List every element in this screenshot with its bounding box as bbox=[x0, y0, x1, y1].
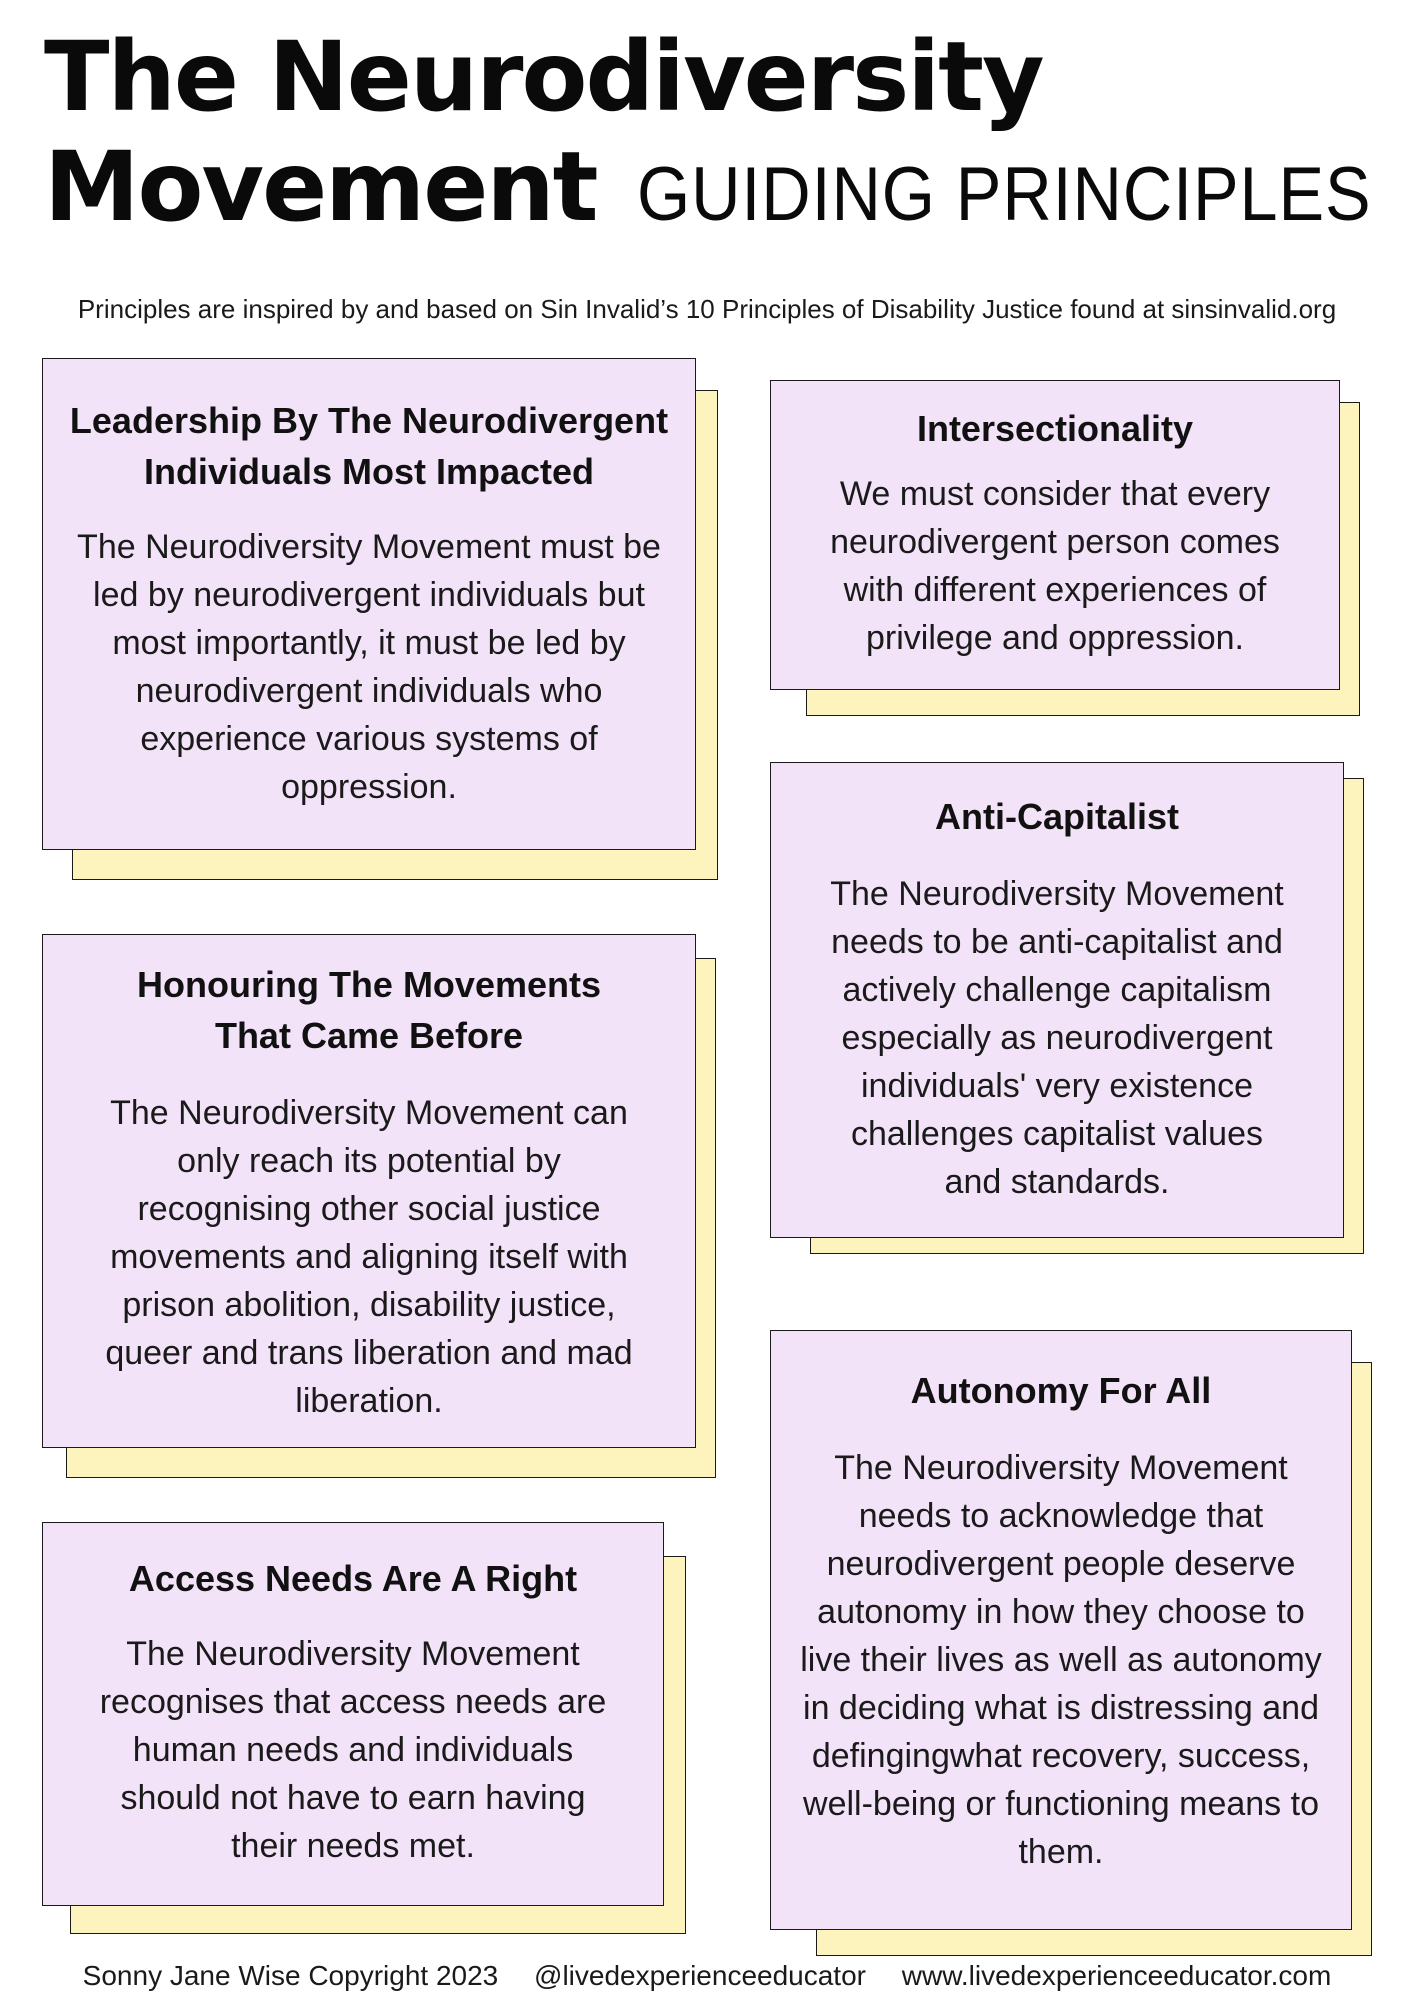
principle-title: Anti-Capitalist bbox=[934, 796, 1179, 837]
principle-body: The Neurodiversity Movement recognises that access needs are human needs and individuals should not have to earn having their needs met. bbox=[99, 1635, 607, 1865]
principle-body: We must consider that every neurodivergent person comes with different experiences of privilege and oppression. bbox=[830, 475, 1280, 657]
principle-title: Autonomy For All bbox=[910, 1370, 1212, 1411]
footer-copyright: Sonny Jane Wise Copyright 2023 bbox=[82, 1960, 499, 1991]
principle-title: Intersectionality bbox=[916, 408, 1194, 449]
title-line-1: The Neurodiversity bbox=[44, 21, 1043, 133]
page-title bbox=[44, 22, 1414, 250]
footer-website-link[interactable]: www.livedexperienceeducator.com bbox=[901, 1960, 1332, 1991]
principle-title: Honouring The Movements That Came Before bbox=[136, 964, 601, 1056]
title-line-2: Movement bbox=[44, 131, 597, 243]
source-note: Principles are inspired by and based on Sin Invalid’s 10 Principles of Disability Justice found at sinsinvalid.org bbox=[77, 294, 1337, 324]
card-panel bbox=[770, 380, 1340, 690]
card-panel bbox=[42, 358, 696, 850]
card-panel bbox=[42, 1522, 664, 1906]
card-panel bbox=[770, 1330, 1352, 1930]
title-line-2-row bbox=[44, 132, 1414, 250]
principle-title: Leadership By The Neurodivergent Individuals Most Impacted bbox=[69, 400, 669, 492]
card-panel bbox=[770, 762, 1344, 1238]
principle-body: The Neurodiversity Movement can only reach its potential by recognising other social justice movements and aligning itself with prison abolition, disability justice, queer and trans liberation and mad liberation. bbox=[105, 1094, 633, 1420]
principle-body: The Neurodiversity Movement needs to be anti-capitalist and actively challenge capitalism especially as neurodivergent individuals' very existence challenges capitalist values and standards. bbox=[830, 875, 1284, 1201]
page-subtitle: GUIDING PRINCIPLES bbox=[636, 152, 1372, 237]
footer-social-handle[interactable]: @livedexperienceeducator bbox=[534, 1960, 866, 1991]
card-panel bbox=[42, 934, 696, 1448]
principle-body: The Neurodiversity Movement must be led by neurodivergent individuals but most importantly, it must be led by neurodivergent individuals who experience various systems of oppression. bbox=[77, 528, 661, 806]
principle-title: Access Needs Are A Right bbox=[128, 1558, 578, 1599]
principle-body: The Neurodiversity Movement needs to acknowledge that neurodivergent people deserve autonomy in how they choose to live their lives as well as autonomy in deciding what is distressing and defingingwhat recovery, success, well-being or functioning means to them. bbox=[800, 1449, 1322, 1871]
footer bbox=[0, 1960, 1414, 1992]
